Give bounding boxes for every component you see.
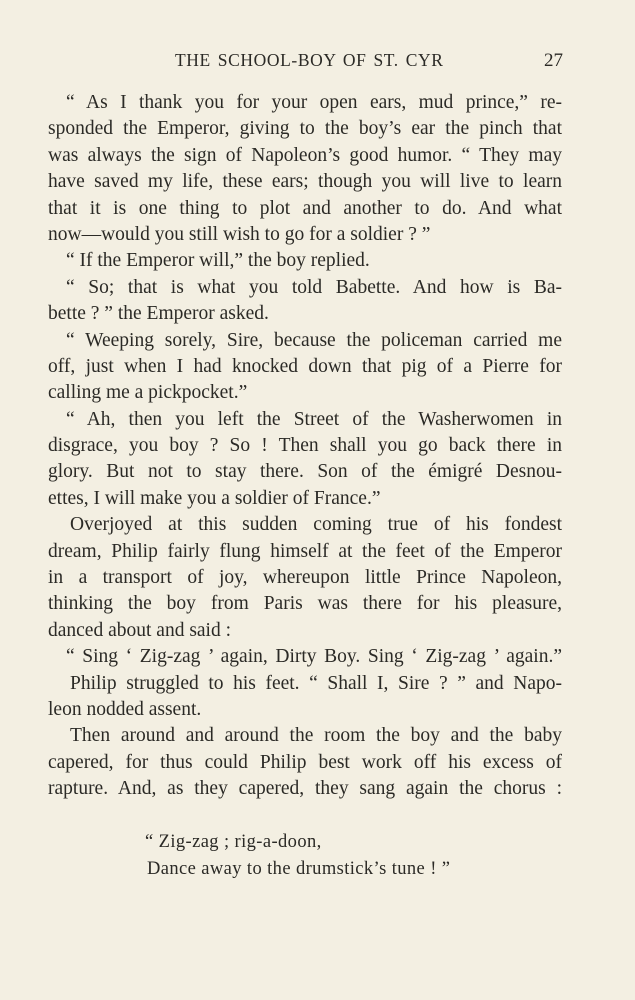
- text-line: “ Weeping sorely, Sire, because the policeman carried me: [66, 329, 562, 351]
- text-line: ettes, I will make you a soldier of France.”: [48, 487, 381, 509]
- text-line: in a transport of joy, whereupon little Prince Napoleon,: [48, 567, 562, 589]
- text-line: capered, for thus could Philip best work off his excess of: [48, 751, 562, 773]
- text-line: Philip struggled to his feet. “ Shall I, Sire ? ” and Napo-: [70, 672, 562, 694]
- text-line: “ Ah, then you left the Street of the Washerwomen in: [66, 408, 562, 430]
- verse-line: “ Zig-zag ; rig-a-doon,: [145, 832, 322, 852]
- text-line: calling me a pickpocket.”: [48, 382, 248, 404]
- text-line: bette ? ” the Emperor asked.: [48, 303, 269, 325]
- page-header: [0, 50, 635, 76]
- text-line: Then around and around the room the boy and the baby: [70, 725, 562, 747]
- running-head: THE SCHOOL-BOY OF ST. CYR: [175, 50, 444, 70]
- text-line: leon nodded assent.: [48, 698, 202, 720]
- text-line: “ Sing ‘ Zig-zag ’ again, Dirty Boy. Sing ‘ Zig-zag ’ again.”: [66, 646, 562, 668]
- text-line: off, just when I had knocked down that pig of a Pierre for: [48, 355, 562, 377]
- text-line: was always the sign of Napoleon’s good humor. “ They may: [48, 144, 562, 166]
- text-line: rapture. And, as they capered, they sang again the chorus :: [48, 778, 562, 800]
- verse-line: Dance away to the drumstick’s tune ! ”: [147, 859, 451, 879]
- text-line: “ As I thank you for your open ears, mud prince,” re-: [66, 92, 562, 113]
- verse-block: [145, 829, 450, 883]
- text-line: Overjoyed at this sudden coming true of his fondest: [70, 514, 562, 536]
- text-line: sponded the Emperor, giving to the boy’s ear the pinch that: [48, 118, 562, 140]
- text-line: danced about and said :: [48, 619, 232, 641]
- page-number: 27: [544, 50, 563, 71]
- text-line: thinking the boy from Paris was there for his pleasure,: [48, 593, 562, 615]
- text-line: “ If the Emperor will,” the boy replied.: [66, 250, 370, 272]
- text-line: disgrace, you boy ? So ! Then shall you go back there in: [48, 435, 562, 457]
- text-line: have saved my life, these ears; though you will live to learn: [48, 171, 562, 193]
- text-line: glory. But not to stay there. Son of the émigré Desnou-: [48, 461, 562, 483]
- text-line: that it is one thing to plot and another to do. And what: [48, 197, 562, 219]
- text-line: now—would you still wish to go for a soldier ? ”: [48, 223, 431, 245]
- body-text: [48, 90, 562, 803]
- text-line: “ So; that is what you told Babette. And how is Ba-: [66, 276, 562, 298]
- text-line: dream, Philip fairly flung himself at the feet of the Emperor: [48, 540, 562, 562]
